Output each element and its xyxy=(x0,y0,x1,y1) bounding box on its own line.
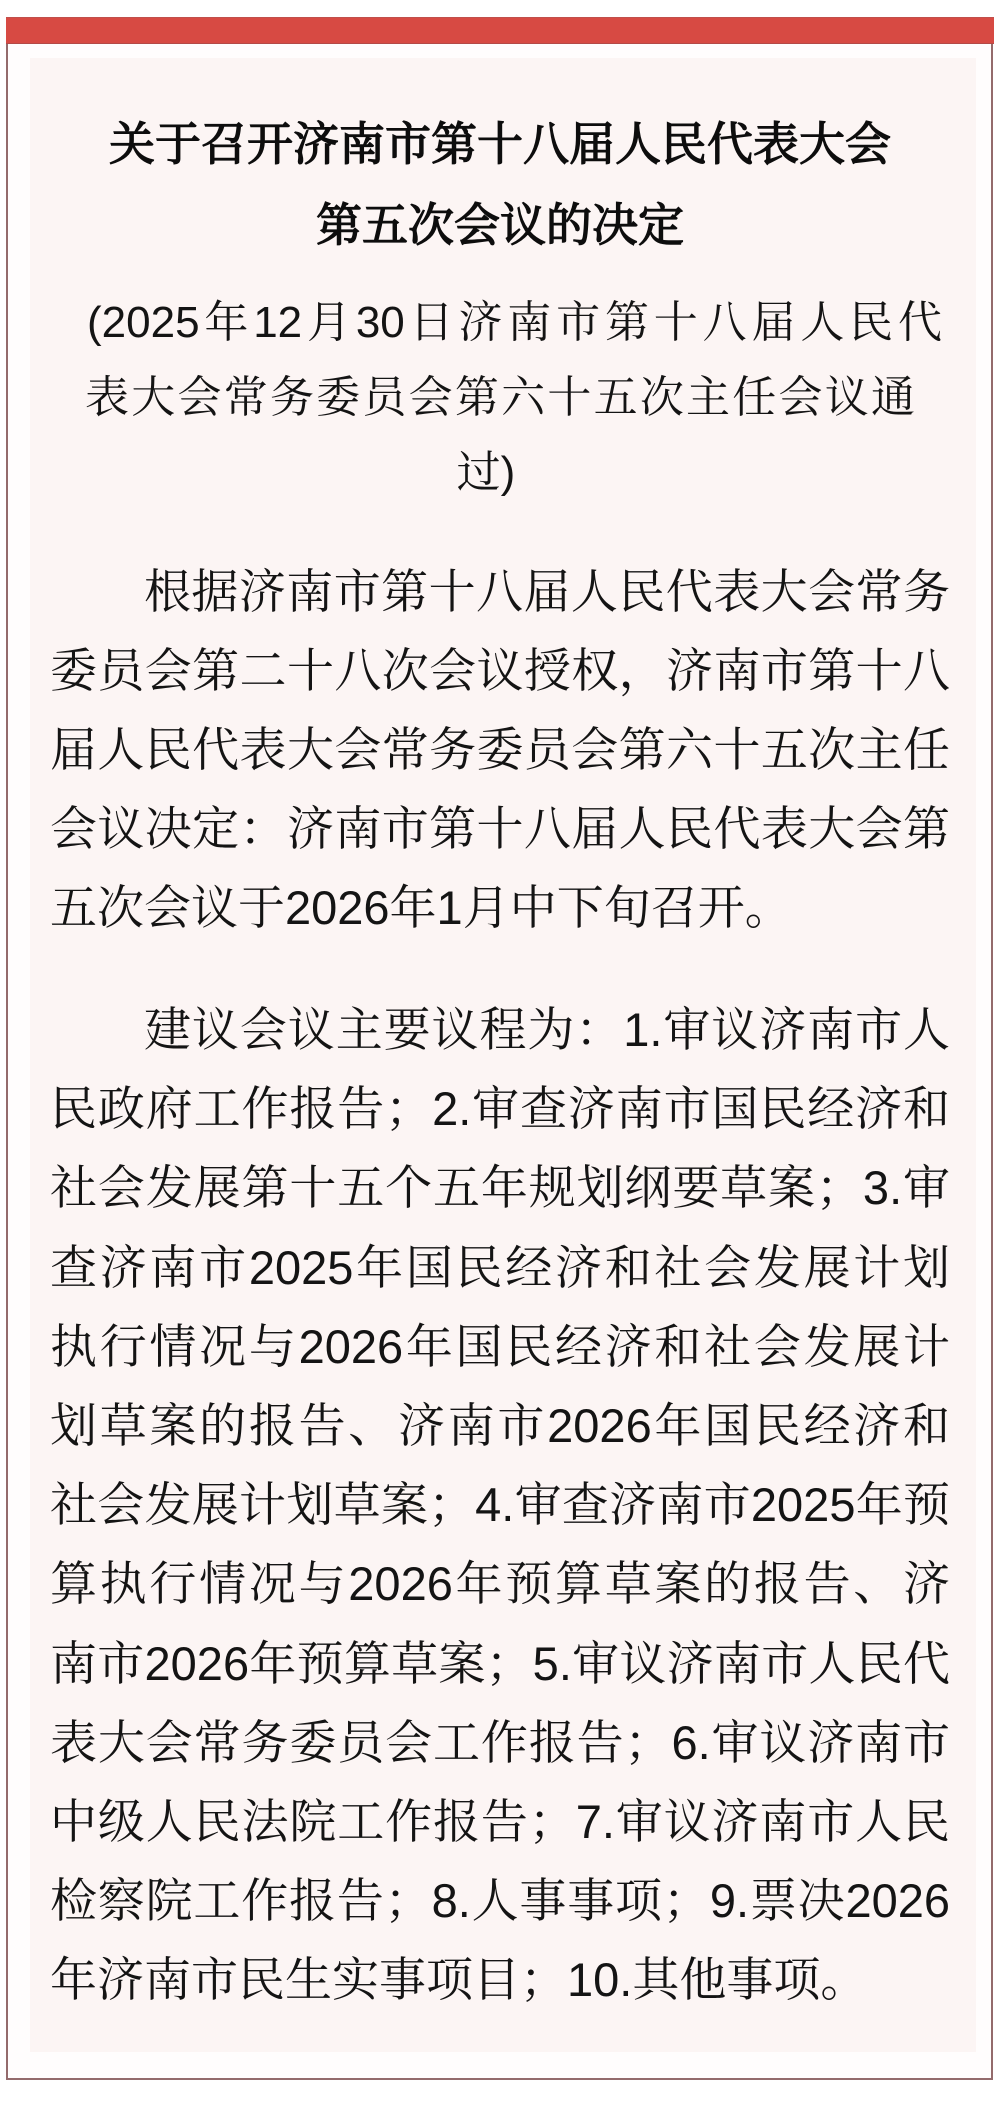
paragraph-authorization xyxy=(50,552,950,947)
paragraph-line: 建议会议主要议程为：1.审议济南市人 xyxy=(144,1003,950,1056)
paragraph-line: 社会发展计划草案；4.审查济南市2025年预 xyxy=(50,1478,950,1532)
paragraph-agenda xyxy=(50,990,950,2020)
paragraph-line: 表大会常务委员会工作报告；6.审议济南市 xyxy=(50,1715,950,1769)
paragraph-line: 会议决定：济南市第十八届人民代表大会第 xyxy=(50,802,950,855)
title-line: 关于召开济南市第十八届人民代表大会 xyxy=(109,118,891,170)
subtitle-line: 表大会常务委员会第六十五次主任会议通 xyxy=(85,373,915,422)
paragraph-line: 五次会议于2026年1月中下旬召开。 xyxy=(50,881,792,934)
subtitle-line: 过) xyxy=(456,448,516,497)
paragraph-line: 划草案的报告、济南市2026年国民经济和 xyxy=(50,1399,950,1453)
paragraph-line: 根据济南市第十八届人民代表大会常务 xyxy=(144,565,950,618)
paragraph-line: 中级人民法院工作报告；7.审议济南市人民 xyxy=(50,1795,950,1849)
subtitle-line: (2025年12月30日济南市第十八届人民代 xyxy=(87,298,942,347)
paragraph-line: 算执行情况与2026年预算草案的报告、济 xyxy=(50,1557,950,1611)
paragraph-line: 届人民代表大会常务委员会第六十五次主任 xyxy=(50,723,950,776)
paragraph-line: 检察院工作报告；8.人事事项；9.票决2026 xyxy=(50,1874,950,1928)
paragraph-line: 委员会第二十八次会议授权，济南市第十八 xyxy=(50,644,950,697)
paragraph-line: 民政府工作报告；2.审查济南市国民经济和 xyxy=(50,1082,950,1136)
paragraph-line: 年济南市民生实事项目；10.其他事项。 xyxy=(50,1953,868,2007)
document-subtitle xyxy=(0,285,1000,510)
paragraph-line: 社会发展第十五个五年规划纲要草案；3.审 xyxy=(50,1161,950,1215)
paragraph-line: 执行情况与2026年国民经济和社会发展计 xyxy=(50,1319,950,1373)
document-title xyxy=(0,104,1000,266)
title-line: 第五次会议的决定 xyxy=(316,199,684,251)
paragraph-line: 南市2026年预算草案；5.审议济南市人民代 xyxy=(50,1636,950,1690)
header-accent-bar xyxy=(6,17,994,44)
paragraph-line: 查济南市2025年国民经济和社会发展计划 xyxy=(50,1240,950,1294)
